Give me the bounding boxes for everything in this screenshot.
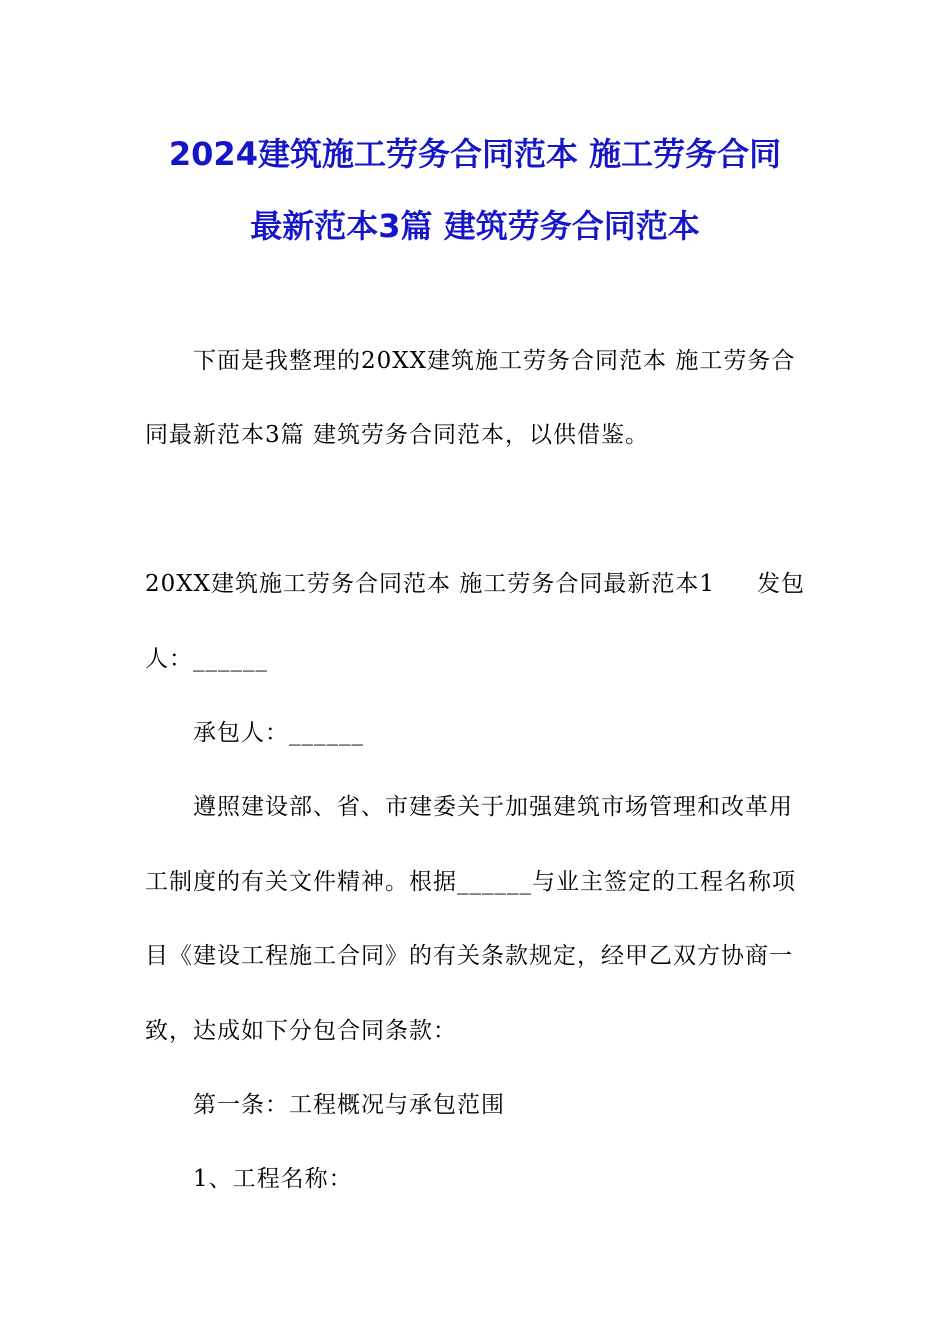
intro-line-2: 同最新范本3篇 建筑劳务合同范本，以供借鉴。 [145, 422, 649, 448]
paragraph-1-line-1: 遵照建设部、省、市建委关于加强建筑市场管理和改革用 [193, 794, 793, 820]
intro-line-1: 下面是我整理的20XX建筑施工劳务合同范本 施工劳务合 [193, 348, 796, 374]
item-1-label: 1、工程名称： [193, 1166, 353, 1192]
section-heading: 20XX建筑施工劳务合同范本 施工劳务合同最新范本1 [145, 571, 715, 597]
contractor-label: 承包人：______ [193, 720, 364, 746]
employer-label-prefix: 发包 [757, 571, 805, 597]
article-1-heading: 第一条：工程概况与承包范围 [193, 1092, 505, 1118]
paragraph-1-line-3: 目《建设工程施工合同》的有关条款规定，经甲乙双方协商一 [145, 943, 793, 969]
document-title-line-1: 2024建筑施工劳务合同范本 施工劳务合同 [168, 135, 782, 173]
section-heading-line [145, 573, 805, 596]
document-title-line-2: 最新范本3篇 建筑劳务合同范本 [250, 207, 700, 245]
paragraph-1-line-2: 工制度的有关文件精神。根据______与业主签定的工程名称项 [145, 869, 796, 895]
paragraph-1-line-4: 致，达成如下分包合同条款： [145, 1018, 457, 1044]
employer-label-suffix: 人：______ [145, 646, 268, 672]
